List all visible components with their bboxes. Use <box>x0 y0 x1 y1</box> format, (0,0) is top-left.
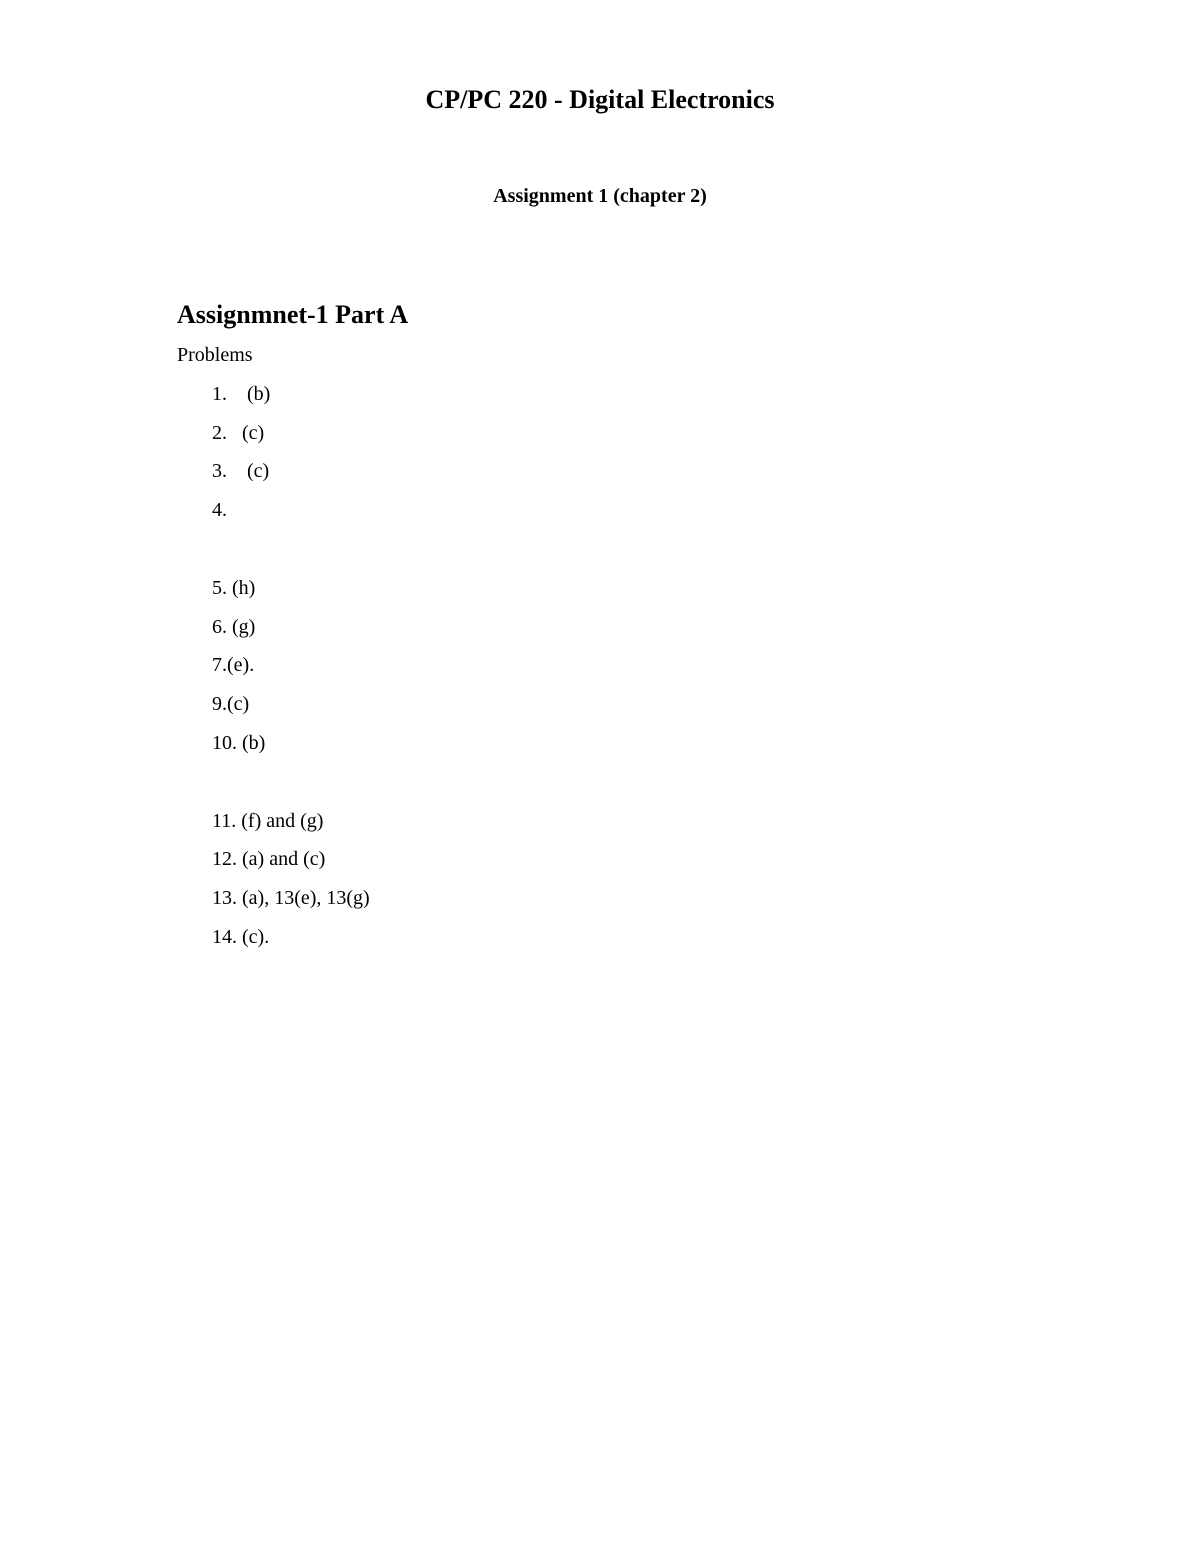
answer-item: 2. (c) <box>212 422 265 444</box>
answer-item: 9.(c) <box>212 693 250 715</box>
answer-item: 3. (c) <box>212 460 270 482</box>
answer-item: 13. (a), 13(e), 13(g) <box>212 887 370 909</box>
answer-item: 5. (h) <box>212 577 256 599</box>
answer-item: 12. (a) and (c) <box>212 848 326 870</box>
page-title: CP/PC 220 - Digital Electronics <box>425 85 775 114</box>
answer-item: 6. (g) <box>212 616 256 638</box>
problems-label: Problems <box>177 344 253 366</box>
answer-item: 11. (f) and (g) <box>212 810 324 832</box>
answer-item: 1. (b) <box>212 383 271 405</box>
answer-item: 10. (b) <box>212 732 266 754</box>
page-subtitle: Assignment 1 (chapter 2) <box>493 185 707 207</box>
answer-item: 7.(e). <box>212 654 255 676</box>
answer-item: 14. (c). <box>212 926 270 948</box>
answer-item: 4. <box>212 499 227 521</box>
section-heading: Assignmnet-1 Part A <box>177 300 409 329</box>
